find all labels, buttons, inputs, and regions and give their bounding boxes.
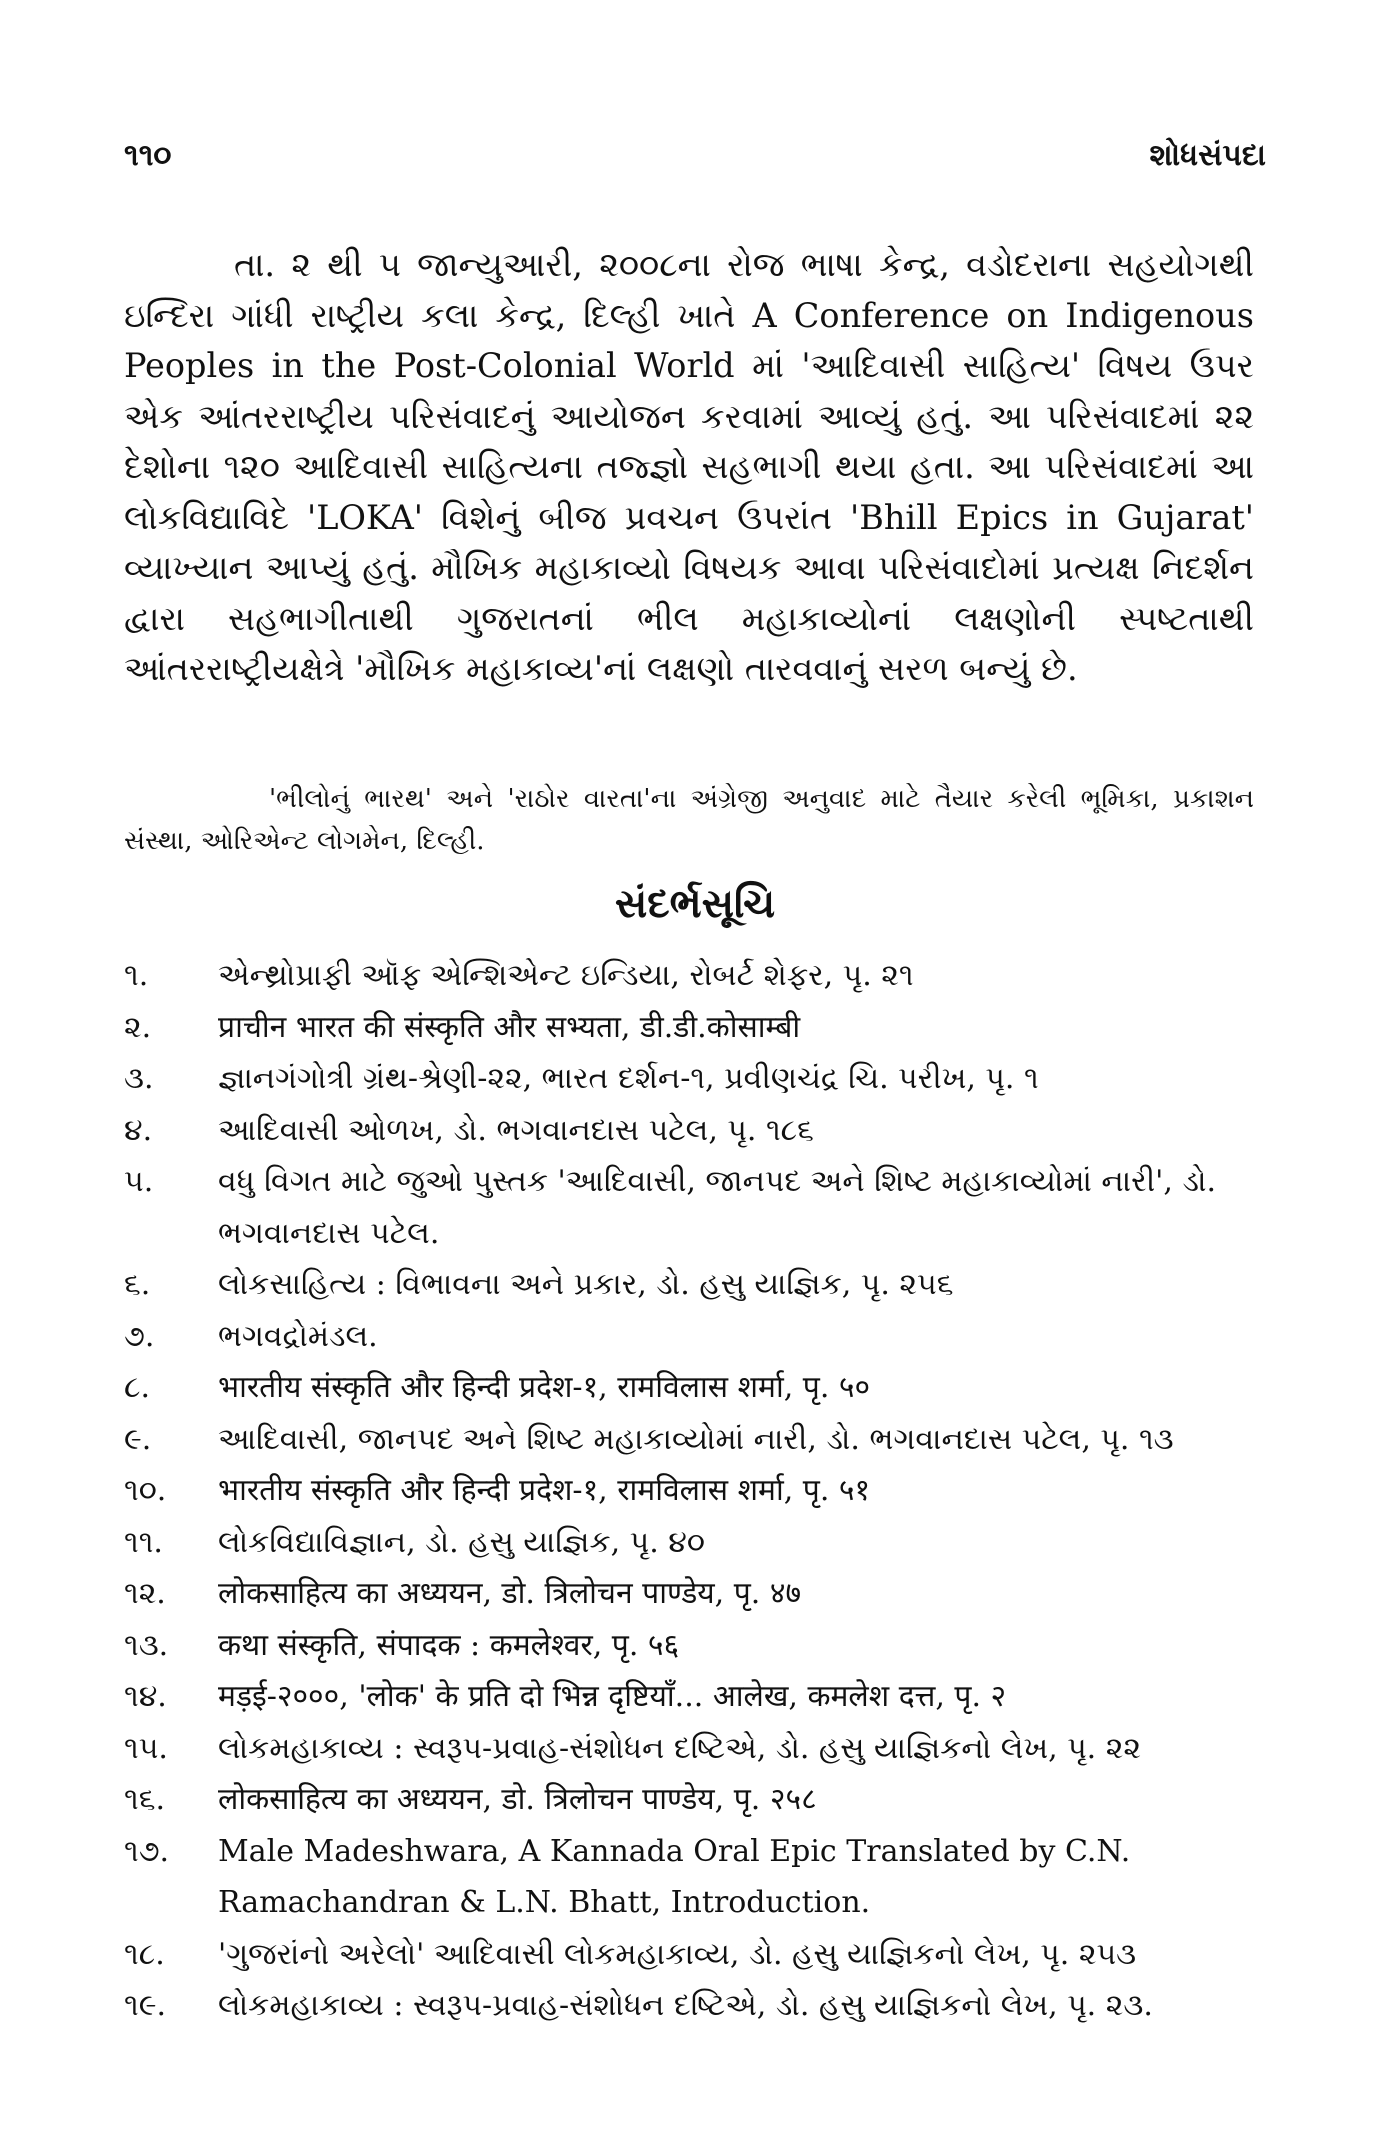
reference-item xyxy=(124,1620,1264,1672)
reference-number: ૮. xyxy=(124,1370,151,1405)
reference-text: લોકવિદ્યાવિજ્ઞાન, ડો. હસુ યાજ્ઞિક, પૃ. ૪૦ xyxy=(218,1524,705,1560)
reference-item xyxy=(124,1105,1264,1157)
reference-item xyxy=(124,1414,1264,1466)
reference-text: લોકસાહિત્ય : વિભાવના અને પ્રકાર, ડો. હસુ યાજ્ઞિક, પૃ. ૨૫૬ xyxy=(218,1267,954,1302)
reference-item xyxy=(124,1465,1264,1517)
reference-text: लोकसाहित्य का अध्ययन, डो. त्रिलोचन पाण्डेय, पृ. ४७ xyxy=(218,1576,802,1611)
references-list xyxy=(124,950,1264,2032)
reference-text: લોકમહાકાવ્ય : સ્વરૂપ-પ્રવાહ-સંશોધન દષ્ટિએ, ડો. હસુ યાજ્ઞિકનો લેખ, પૃ. ૨૩. xyxy=(218,1988,1153,2023)
reference-number: ૧૮. xyxy=(124,1936,165,1972)
running-title: શોધસંપદા xyxy=(1149,138,1266,173)
reference-text: 'ગુજરાંનો અરેલો' આદિવાસી લોકમહાકાવ્ય, ડો. હસુ યાજ્ઞિકનો લેખ, પૃ. ૨૫૩ xyxy=(218,1936,1137,1972)
reference-item xyxy=(124,1362,1264,1414)
reference-item xyxy=(124,1929,1264,1981)
reference-text: એન્થ્રોપ્રાફી ઑફ એન્શિએન્ટ ઇન્ડિયા, રોબર્ટ શેફર, પૃ. ૨૧ xyxy=(218,958,914,993)
page-header xyxy=(124,138,1266,173)
reference-number: ૧૪. xyxy=(124,1679,167,1714)
reference-text: भारतीय संस्कृति और हिन्दी प्रदेश-१, रामविलास शर्मा, पृ. ५० xyxy=(218,1370,871,1405)
reference-item xyxy=(124,1774,1264,1826)
reference-number: ૧૩. xyxy=(124,1627,169,1663)
reference-number: ૨. xyxy=(124,1009,152,1045)
reference-text: भारतीय संस्कृति और हिन्दी प्रदेश-१, रामविलास शर्मा, पृ. ५१ xyxy=(218,1473,871,1508)
page-number: ૧૧૦ xyxy=(124,138,172,173)
reference-item xyxy=(124,950,1264,1002)
reference-item xyxy=(124,1259,1264,1311)
reference-number: ૩. xyxy=(124,1061,154,1096)
reference-number: ૧૯. xyxy=(124,1988,166,2023)
reference-text: लोकसाहित्य का अध्ययन, डो. त्रिलोचन पाण्डेय, पृ. २५८ xyxy=(218,1782,817,1817)
reference-text: मड़ई-२०००, 'लोक' के प्रति दो भिन्न दृष्टियाँ... आलेख, कमलेश दत्त, पृ. २ xyxy=(218,1679,1007,1714)
reference-item xyxy=(124,1826,1264,1929)
reference-item xyxy=(124,1311,1264,1363)
reference-text: આદિવાસી, જાનપદ અને શિષ્ટ મહાકાવ્યોમાં નારી, ડો. ભગવાનદાસ પટેલ, પૃ. ૧૩ xyxy=(218,1421,1174,1457)
reference-item xyxy=(124,1568,1264,1620)
reference-text: प्राचीन भारत की संस्कृति और सभ्यता, डी.डी.कोसाम्बी xyxy=(218,1009,801,1045)
reference-text: લોકમહાકાવ્ય : સ્વરૂપ-પ્રવાહ-સંશોધન દષ્ટિએ, ડો. હસુ યાજ્ઞિકનો લેખ, પૃ. ૨૨ xyxy=(218,1730,1141,1766)
reference-number: ૬. xyxy=(124,1267,151,1302)
reference-text: આદિવાસી ઓળખ, ડો. ભગવાનદાસ પટેલ, પૃ. ૧૮૬ xyxy=(218,1112,814,1148)
reference-number: ૧૨. xyxy=(124,1576,166,1611)
reference-text: વધુ વિગત માટે જુઓ પુસ્તક 'આદિવાસી, જાનપદ અને શિષ્ટ મહાકાવ્યોમાં નારી', ડો. ભગવાનદાસ પટેલ. xyxy=(218,1164,1217,1251)
footnote: 'ભીલોનું ભારથ' અને 'રાઠોર વારતા'ના અંગ્રેજી અનુવાદ માટે તૈયાર કરેલી ભૂમિકા, પ્રકાશન સંસ્થા, ઓરિએન્ટ લોગમેન, દિલ્હી. xyxy=(124,784,1254,856)
reference-item xyxy=(124,1980,1264,2032)
reference-item xyxy=(124,1671,1264,1723)
reference-number: ૭. xyxy=(124,1318,155,1354)
reference-item xyxy=(124,1517,1264,1569)
reference-number: ૧૬. xyxy=(124,1782,166,1817)
reference-item xyxy=(124,1002,1264,1054)
reference-number: ૧. xyxy=(124,958,149,993)
reference-number: ૫. xyxy=(124,1164,154,1199)
references-title: સંદર્ભસૂચિ xyxy=(614,880,776,927)
reference-item xyxy=(124,1156,1264,1259)
reference-number: ૧૧. xyxy=(124,1524,163,1560)
reference-number: ૧૭. xyxy=(124,1833,170,1869)
reference-text: Male Madeshwara, A Kannada Oral Epic Translated by C.N. Ramachandran & L.N. Bhatt, Introduction. xyxy=(218,1833,1131,1920)
reference-item xyxy=(124,1053,1264,1105)
body-paragraph: તા. ૨ થી ૫ જાન્યુઆરી, ૨૦૦૮ના રોજ ભાષા કેન્દ્ર, વડોદરાના સહયોગથી ઇન્દિરા ગાંધી રાષ્ટ્રીય કલા કેન્દ્ર, દિલ્હી ખાતે A Conference on Indigenous Peoples in the Post-Colonial World માં 'આદિવાસી સાહિત્ય' વિષય ઉપર એક આંતરરાષ્ટ્રીય પરિસંવાદનું આયોજન કરવામાં આવ્યું હતું. આ પરિસંવાદમાં ૨૨ દેશોના ૧૨૦ આદિવાસી સાહિત્યના તજ્જ્ઞો સહભાગી થયા હતા. આ પરિસંવાદમાં આ લોકવિદ્યાવિદે 'LOKA' વિશેનું બીજ પ્રવચન ઉપરાંત 'Bhill Epics in Gujarat' વ્યાખ્યાન આપ્યું હતું. મૌખિક મહાકાવ્યો વિષયક આવા પરિસંવાદોમાં પ્રત્યક્ષ નિદર્શન દ્વારા સહભાગીતાથી ગુજરાતનાં ભીલ મહાકાવ્યોનાં લક્ષણોની સ્પષ્ટતાથી આંતરરાષ્ટ્રીયક્ષેત્રે 'મૌખિક મહાકાવ્ય'નાં લક્ષણો તારવવાનું સરળ બન્યું છે. xyxy=(124,245,1254,688)
reference-number: ૯. xyxy=(124,1421,152,1457)
reference-item xyxy=(124,1723,1264,1775)
reference-number: ૪. xyxy=(124,1112,153,1148)
reference-text: कथा संस्कृति, संपादक : कमलेश्वर, पृ. ५६ xyxy=(218,1627,680,1663)
reference-number: ૧૦. xyxy=(124,1473,167,1508)
reference-number: ૧૫. xyxy=(124,1730,168,1766)
reference-text: ભગવદ્રોમંડલ. xyxy=(218,1318,378,1354)
reference-text: જ્ઞાનગંગોત્રી ગ્રંથ-શ્રેણી-૨૨, ભારત દર્શન-૧, પ્રવીણચંદ્ર ચિ. પરીખ, પૃ. ૧ xyxy=(218,1061,1039,1096)
